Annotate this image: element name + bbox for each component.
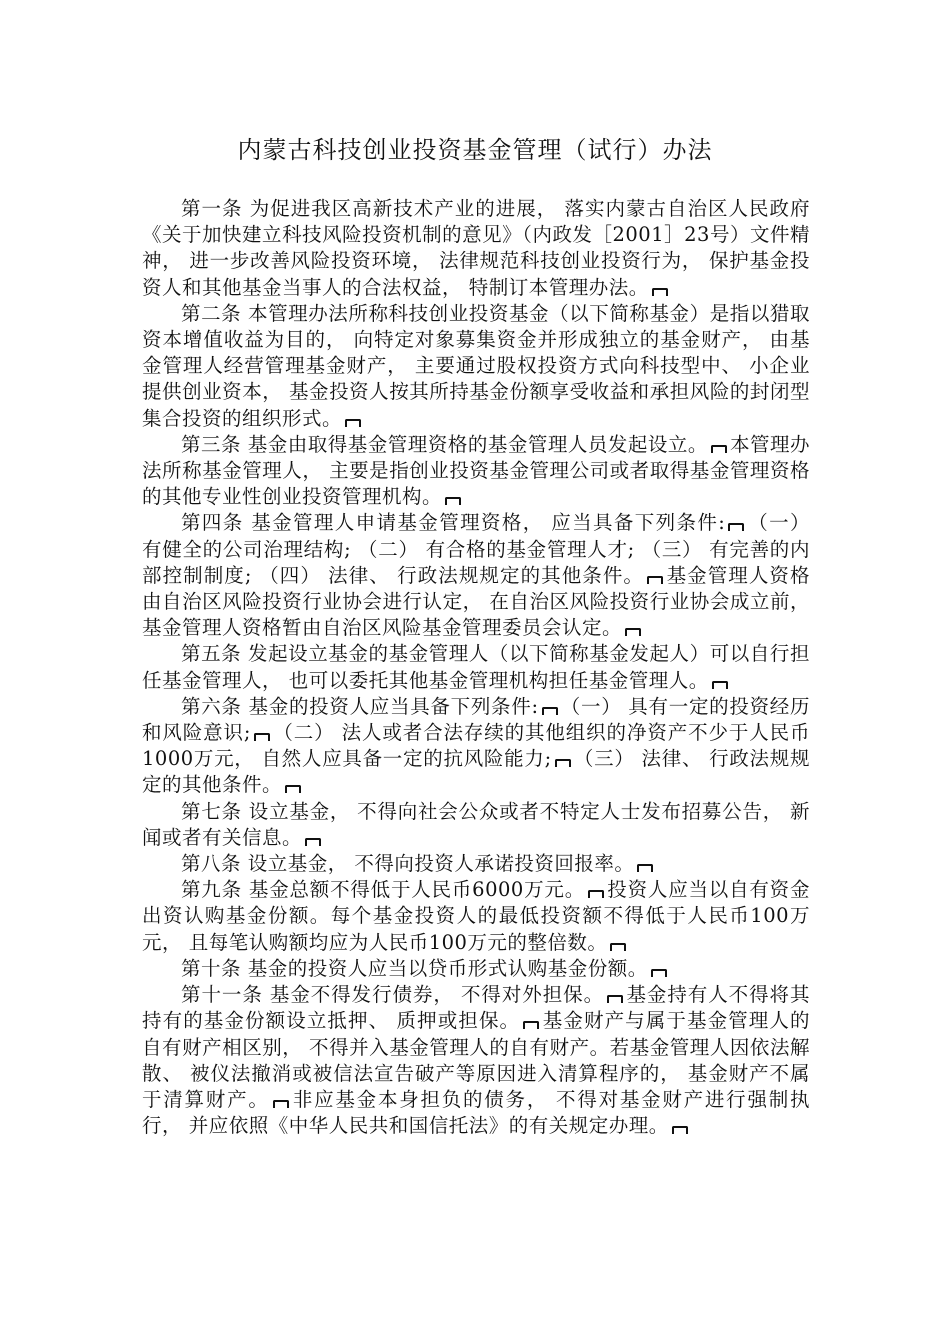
paragraph-return-icon xyxy=(305,838,321,846)
paragraph-return-icon xyxy=(555,759,571,767)
article-text: 第九条 基金总额不得低于人民币6000万元。 xyxy=(181,878,585,902)
paragraph-return-icon xyxy=(345,419,361,427)
article-text: 基金管理人资格由自治区风险投资行业协会进行认定， 在自治区风险投资行业协会成立前， 基金管理人资格暂由自治区风险基金管理委员会认定。 xyxy=(142,563,810,640)
paragraph-return-icon xyxy=(637,864,653,872)
article-paragraph xyxy=(142,877,810,956)
article-paragraph xyxy=(142,301,810,432)
paragraph-return-icon xyxy=(607,995,623,1003)
article-text: （一） 具有一定的投资经历和风险意识; xyxy=(142,694,810,745)
article-text: 第一条 为促进我区高新技术产业的进展， 落实内蒙古自治区人民政府《关于加快建立科技风险投资机制的意见》（内政发［2001］23号）文件精神， 进一步改善风险投资环境， 法律规范科技创业投资行为， 保护基金投资人和其他基金当事人的合法权益， 特制订本管理办法。 xyxy=(142,197,810,299)
document-body xyxy=(142,196,810,1139)
article-paragraph xyxy=(142,851,810,877)
article-text: 第八条 设立基金， 不得向投资人承诺投资回报率。 xyxy=(181,852,635,876)
article-paragraph xyxy=(142,799,810,851)
article-text: 本管理办法所称基金管理人， 主要是指创业投资基金管理公司或者取得基金管理资格的其他专业性创业投资管理机构。 xyxy=(142,432,810,509)
article-paragraph xyxy=(142,196,810,301)
article-text: 投资人应当以自有资金出资认购基金份额。每个基金投资人的最低投资额不得低于人民币100万元， 且每笔认购额均应为人民币100万元的整倍数。 xyxy=(142,878,810,954)
article-paragraph xyxy=(142,694,810,799)
article-text: 第四条 基金管理人申请基金管理资格， 应当具备下列条件: xyxy=(181,511,726,535)
paragraph-return-icon xyxy=(647,576,663,584)
paragraph-return-icon xyxy=(285,785,301,793)
article-text: （二） 法人或者合法存续的其他组织的净资产不少于人民币1000万元， 自然人应具备一定的抗风险能力; xyxy=(142,721,810,771)
article-text: 基金持有人不得将其持有的基金份额设立抵押、 质押或担保。 xyxy=(142,983,810,1033)
article-paragraph xyxy=(142,510,810,641)
paragraph-return-icon xyxy=(652,288,668,296)
paragraph-return-icon xyxy=(610,943,626,951)
article-text: 第七条 设立基金， 不得向社会公众或者不特定人士发布招募公告， 新闻或者有关信息。 xyxy=(142,799,810,849)
article-text: 第二条 本管理办法所称科技创业投资基金（以下简称基金）是指以猎取资本增值收益为目的， 向特定对象募集资金并形成独立的基金财产， 由基金管理人经营管理基金财产， 主要通过股权投资方式向科技型中、 小企业提供创业资本， 基金投资人按其所持基金份额享受收益和承担风险的封闭型集合投资的组织形式。 xyxy=(142,301,810,430)
article-text: 第六条 基金的投资人应当具备下列条件: xyxy=(181,694,539,718)
article-text: 第十一条 基金不得发行债券， 不得对外担保。 xyxy=(181,983,605,1007)
article-text: 基金财产与属于基金管理人的自有财产相区别， 不得并入基金管理人的自有财产。若基金管理人因依法解散、 被仪法撤消或被信法宣告破产等原因进入清算程序的， 基金财产不属于清算财产。 xyxy=(142,1009,810,1111)
paragraph-return-icon xyxy=(672,1126,688,1134)
paragraph-return-icon xyxy=(651,969,667,977)
article-paragraph xyxy=(142,432,810,511)
paragraph-return-icon xyxy=(273,1100,289,1108)
paragraph-return-icon xyxy=(588,890,604,898)
paragraph-return-icon xyxy=(711,445,727,453)
article-text: 第十条 基金的投资人应当以贷币形式认购基金份额。 xyxy=(181,956,648,980)
article-paragraph xyxy=(142,956,810,982)
article-paragraph xyxy=(142,982,810,1139)
paragraph-return-icon xyxy=(542,707,558,715)
paragraph-return-icon xyxy=(445,497,461,505)
article-text: 第五条 发起设立基金的基金管理人（以下简称基金发起人）可以自行担任基金管理人， 也可以委托其他基金管理机构担任基金管理人。 xyxy=(142,642,810,692)
article-text: 非应基金本身担负的债务， 不得对基金财产进行强制执行， 并应依照《中华人民共和国信托法》的有关规定办理。 xyxy=(142,1087,810,1138)
article-text: （三） 法律、 行政法规规定的其他条件。 xyxy=(142,747,810,797)
article-paragraph xyxy=(142,641,810,693)
paragraph-return-icon xyxy=(625,628,641,636)
article-text: （一） 有健全的公司治理结构; （二） 有合格的基金管理人才; （三） 有完善的内部控制制度; （四） 法律、 行政法规规定的其他条件。 xyxy=(142,511,810,587)
paragraph-return-icon xyxy=(712,681,728,689)
paragraph-return-icon xyxy=(728,523,744,531)
article-text: 第三条 基金由取得基金管理资格的基金管理人员发起设立。 xyxy=(181,432,708,456)
document-title: 内蒙古科技创业投资基金管理（试行）办法 xyxy=(237,136,713,164)
paragraph-return-icon xyxy=(254,733,270,741)
paragraph-return-icon xyxy=(523,1021,539,1029)
